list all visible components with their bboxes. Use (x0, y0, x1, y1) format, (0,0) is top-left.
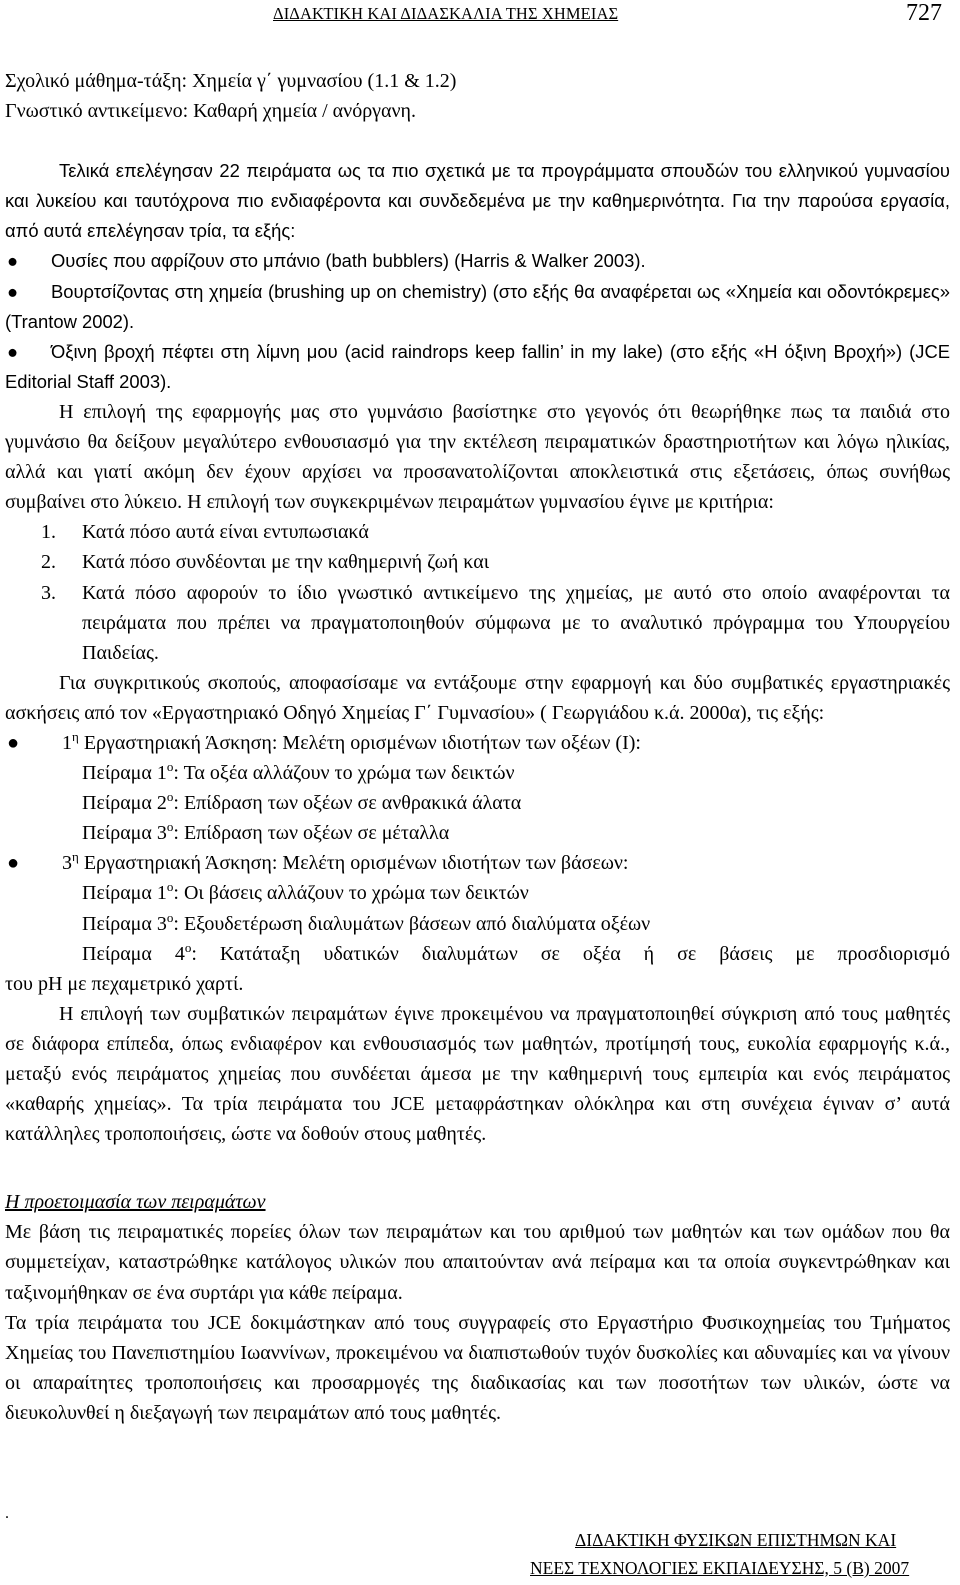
experiment-item: Πείραμα $1^o$: Οι βάσεις αλλάζουν το χρώμα των δεικτών (82, 879, 529, 905)
bullet-text: Όξινη βροχή πέφτει στη λίμνη μου (acid raindrops keep fallin’ in my lake) (στο εξής «Η όξινη Βροχή») (JCE Editorial Staff 2003). (5, 340, 950, 392)
lab-exercise-3 (5, 848, 950, 878)
criterion-number: 3. (41, 581, 56, 604)
bullet-icon: ● (7, 731, 20, 754)
lab-number: 1 (62, 731, 72, 754)
criterion-text: Κατά πόσο αυτά είναι εντυπωσιακά (82, 521, 369, 544)
lab-number: 3 (62, 852, 72, 875)
experiment-item: Πείραμα $3^o$: Εξουδετέρωση διαλυμάτων βάσεων από διαλύματα οξέων (82, 909, 651, 935)
bullet-item (5, 337, 950, 397)
criterion-item (5, 578, 950, 668)
prep-paragraph-1: Με βάση τις πειραματικές πορείες όλων των πειραμάτων και του αριθμού των μαθητών και των ομάδων που θα συμμετείχαν, καταστρώθηκε κατάλογος υλικών που απαιτούνταν ανά πείραμα και τα οποία συγκεντρώθηκαν και ταξινομήθηκαν σε ένα συρτάρι για κάθε πείραμα. (5, 1221, 950, 1304)
selection-paragraph: Η επιλογή των συμβατικών πειραμάτων έγινε προκειμένου να πραγματοποιηθεί σύγκριση από τους μαθητές σε διάφορα επίπεδα, όπως ενδιαφέρον και ενθουσιασμός των μαθητών, προτίμησή τους, ευκολία εφαρμογής κ.ά., μεταξύ ενός πειράματος χημείας που συνδέεται άμεσα με την καθημερινή τους εμπειρία και ενός πειράματος «καθαρής χημείας». Τα τρία πειράματα του JCE μεταφράστηκαν ολόκληρα και στη συνέχεια έγιναν σ’ αυτά κατάλληλες τροποποιήσεις, ώστε να δοθούν στους μαθητές. (5, 1002, 950, 1146)
compare-paragraph: Για συγκριτικούς σκοπούς, αποφασίσαμε να εντάξουμε στην εφαρμογή και δύο συμβατικές εργαστηριακές ασκήσεις από τον «Εργαστηριακό Οδηγό Χημείας Γ΄ Γυμνασίου» ( Γεωργιάδου κ.ά. 2000α), τις εξής: (5, 671, 950, 724)
criterion-item (5, 517, 950, 547)
footer-line-2: ΝΕΕΣ ΤΕΧΝΟΛΟΓΙΕΣ ΕΚΠΑΙΔΕΥΣΗΣ, 5 (Β) 2007 (530, 1558, 910, 1578)
bullet-item (5, 277, 950, 337)
footer-line-1: ΔΙΔΑΚΤΙΚΗ ΦΥΣΙΚΩΝ ΕΠΙΣΤΗΜΩΝ ΚΑΙ (575, 1530, 897, 1550)
intro-paragraph: Τελικά επελέγησαν 22 πειράματα ως τα πιο σχετικά με τα προγράμματα σπουδών του ελληνικού γυμνασίου και λυκείου και ταυτόχρονα πιο ενδιαφέροντα και συνδεδεμένα με την καθημερινότητα. Για την παρούσα εργασία, από αυτά επελέγησαν τρία, τα εξής: (5, 160, 950, 242)
header-title: ΔΙΔΑΚΤΙΚΗ ΚΑΙ ΔΙΔΑΣΚΑΛΙΑ ΤΗΣ ΧΗΜΕΙΑΣ (273, 4, 619, 23)
experiment-item: Πείραμα $2^o$: Επίδραση των οξέων σε ανθρακικά άλατα (82, 789, 522, 815)
spacer (5, 1149, 950, 1187)
criterion-text: Κατά πόσο συνδέονται με την καθημερινή ζωή και (82, 551, 490, 574)
running-header (0, 0, 960, 40)
bullet-text: Ουσίες που αφρίζουν στο μπάνιο (bath bubblers) (Harris & Walker 2003). (51, 250, 646, 272)
bullet-item (5, 246, 950, 276)
body-text (5, 66, 950, 1428)
section-heading: Η προετοιμασία των πειραμάτων (5, 1191, 266, 1214)
bullet-icon: ● (7, 280, 19, 302)
page-number: 727 (906, 0, 942, 26)
experiment-continuation: του pH με πεχαμετρικό χαρτί. (5, 972, 244, 995)
lab-exercise-1 (5, 728, 950, 758)
lab-title: Εργαστηριακή Άσκηση: Μελέτη ορισμένων ιδιοτήτων των οξέων (Ι): (83, 731, 641, 754)
bullet-icon: ● (7, 852, 20, 875)
class-line: Σχολικό μάθημα-τάξη: Χημεία γ΄ γυμνασίου (1.1 & 1.2) (5, 70, 457, 92)
trailing-mark: . (5, 1505, 9, 1522)
lab-ordinal: η (72, 849, 79, 865)
prep-paragraph-2: Τα τρία πειράματα του JCE δοκιμάστηκαν από τους συγγραφείς στο Εργαστήριο Φυσικοχημείας του Τμήματος Χημείας του Πανεπιστημίου Ιωαννίνων, προκειμένου να διαπιστωθούν τυχόν δυσκολίες και αδυναμίες και να γίνουν οι απαραίτητες τροποποιήσεις και προσαρμογές της διαδικασίας και των ποσοτήτων των υλικών, ώστε να διευκολυνθεί η διεξαγωγή των πειραμάτων από τους μαθητές. (5, 1311, 950, 1424)
choice-paragraph: Η επιλογή της εφαρμογής μας στο γυμνάσιο βασίστηκε στο γεγονός ότι θεωρήθηκε πως τα παιδιά στο γυμνάσιο θα δείξουν μεγαλύτερο ενθουσιασμό για την εκτέλεση πειραματικών δραστηριοτήτων και λόγω ηλικίας, αλλά και γιατί ακόμη δεν έχουν αρχίσει να προσανατολίζονται αποκλειστικά στις εξετάσεις, όπως συνήθως συμβαίνει στο λύκειο. Η επιλογή των συγκεκριμένων πειραμάτων γυμνασίου έγινε με κριτήρια: (5, 400, 950, 514)
experiment-item: Πείραμα $1^o$: Τα οξέα αλλάζουν το χρώμα των δεικτών (82, 759, 515, 785)
experiment-item: Πείραμα $3^o$: Επίδραση των οξέων σε μέταλλα (82, 819, 450, 845)
bullet-icon: ● (7, 340, 19, 362)
lab-title: Εργαστηριακή Άσκηση: Μελέτη ορισμένων ιδιοτήτων των βάσεων: (83, 852, 629, 875)
bullet-text: Βουρτσίζοντας στη χημεία (brushing up on chemistry) (στο εξής θα αναφέρεται ως «Χημεία και οδοντόκρεμες» (Trantow 2002). (5, 280, 950, 332)
criterion-number: 2. (41, 551, 56, 574)
experiment-item: Πείραμα $4^o$: Κατάταξη υδατικών διαλυμάτων σε οξέα ή σε βάσεις με προσδιορισμό (82, 939, 950, 965)
criterion-item (5, 547, 950, 577)
spacer (5, 126, 950, 156)
criterion-text: Κατά πόσο αφορούν το ίδιο γνωστικό αντικείμενο της χημείας, με αυτό στο οποίο αναφέρονται τα πειράματα που πρέπει να πραγματοποιηθούν σύμφωνα με το αναλυτικό πρόγραμμα του Υπουργείου Παιδείας. (82, 581, 950, 664)
lab-ordinal: η (72, 728, 79, 744)
bullet-icon: ● (7, 250, 19, 272)
criterion-number: 1. (41, 521, 56, 544)
object-line: Γνωστικό αντικείμενο: Καθαρή χημεία / ανόργανη. (5, 100, 416, 123)
